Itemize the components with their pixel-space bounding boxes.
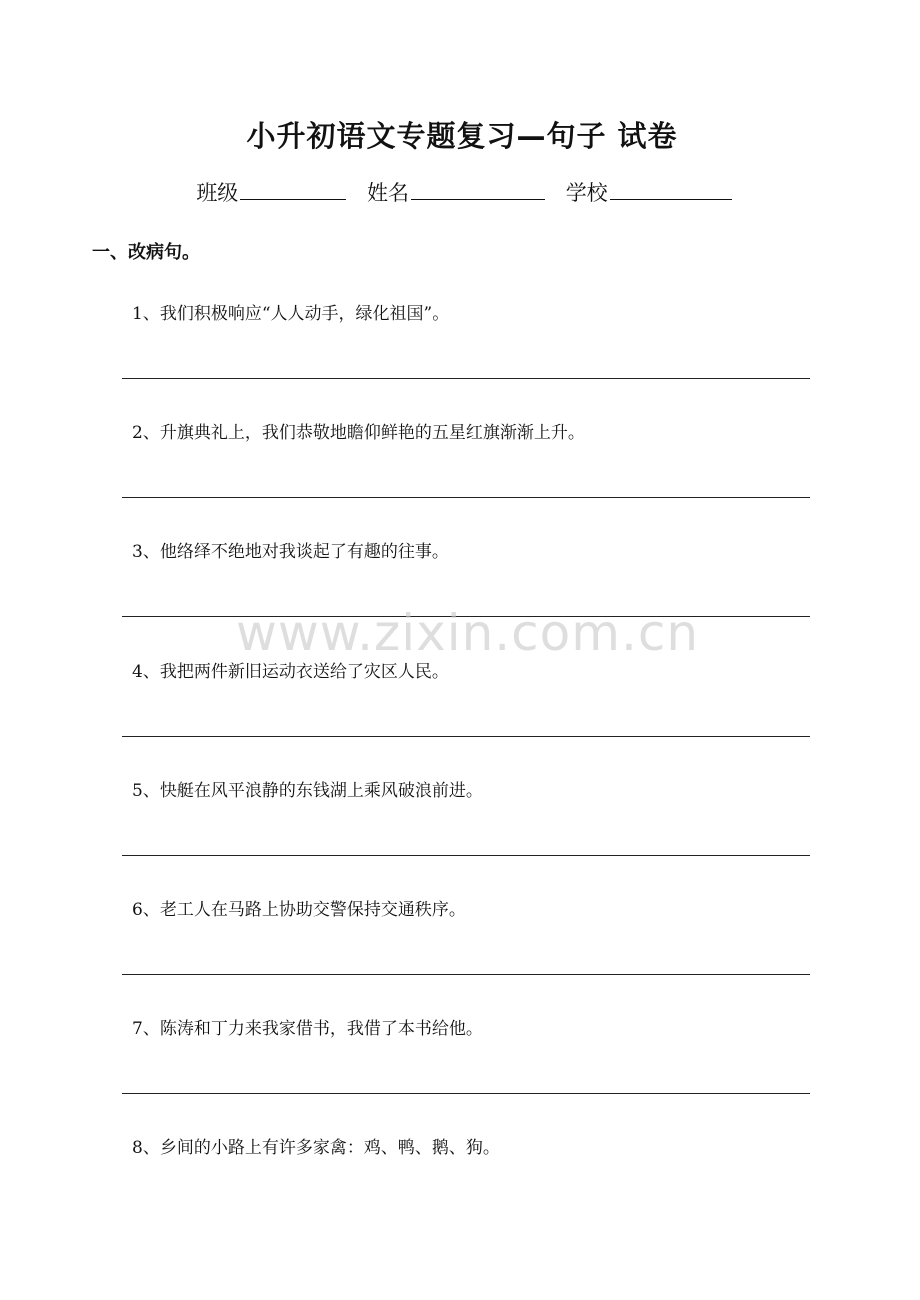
section-heading: 一、改病句。 [92,242,200,263]
question-6: 6、老工人在马路上协助交警保持交通秩序。 [132,900,466,920]
school-field [566,177,732,207]
question-2: 2、升旗典礼上，我们恭敬地瞻仰鲜艳的五星红旗渐渐上升。 [132,423,585,443]
page-title: 小升初语文专题复习—句子 试卷 [246,119,678,153]
question-3: 3、他络绎不绝地对我谈起了有趣的往事。 [132,542,449,562]
question-1: 1、我们积极响应“人人动手，绿化祖国”。 [132,304,450,324]
name-blank[interactable] [411,177,545,200]
school-label: 学校 [565,181,608,205]
answer-line-3[interactable] [122,616,810,617]
answer-line-2[interactable] [122,497,810,498]
class-field [196,177,346,207]
answer-line-5[interactable] [122,855,810,856]
answer-line-6[interactable] [122,974,810,975]
question-8: 8、乡间的小路上有许多家禽：鸡、鸭、鹅、狗。 [132,1138,500,1158]
watermark: www.zixin.com.cn [236,604,700,662]
question-4: 4、我把两件新旧运动衣送给了灾区人民。 [132,662,449,682]
name-field [367,177,545,207]
name-label: 姓名 [367,181,409,205]
class-label: 班级 [196,181,239,205]
question-5: 5、快艇在风平浪静的东钱湖上乘风破浪前进。 [132,781,483,801]
answer-line-1[interactable] [122,378,810,379]
class-blank[interactable] [240,177,346,200]
question-7: 7、陈涛和丁力来我家借书，我借了本书给他。 [132,1019,483,1039]
student-info-row [0,177,920,207]
answer-line-7[interactable] [122,1093,810,1094]
school-blank[interactable] [610,177,732,200]
answer-line-4[interactable] [122,736,810,737]
